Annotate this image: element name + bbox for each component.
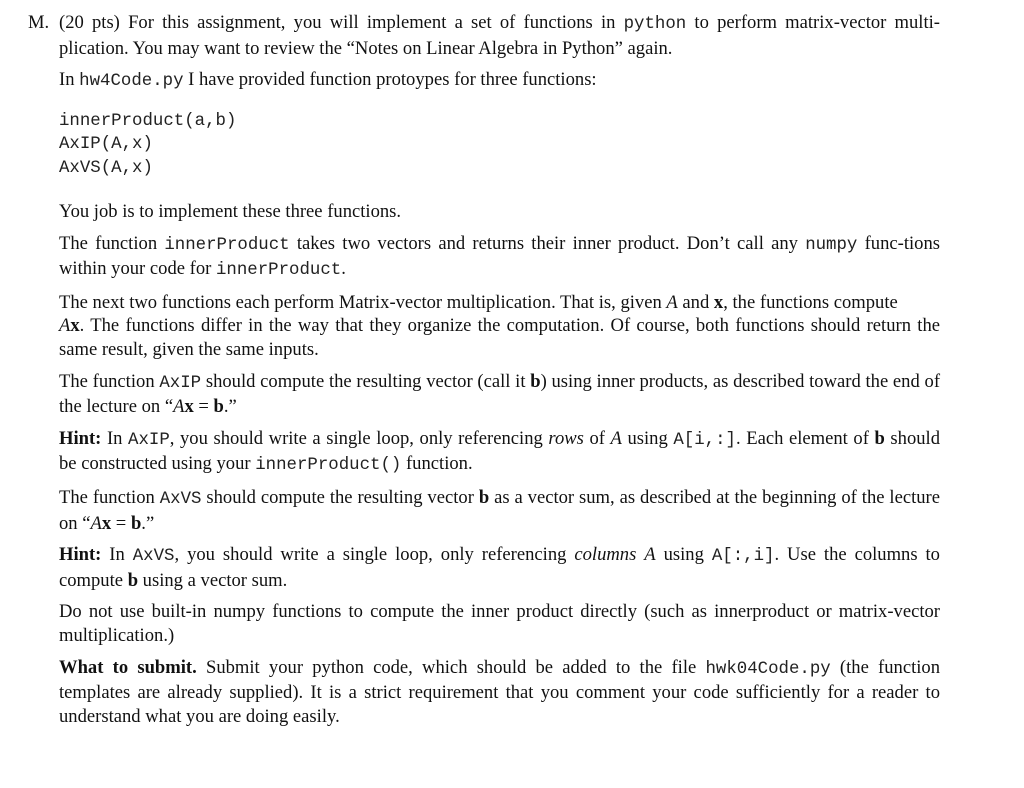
hw4code-filename: hw4Code.py (79, 72, 184, 92)
code-line: AxIP(A,x) (59, 135, 153, 155)
intro-paragraph: (20 pts) For this assignment, you will implement a set of functions in python to perform matrix-vector multi-plication. You may want to review the “Notes on Linear Algebra in Python” again. (59, 12, 940, 59)
axip-paragraph: The function AxIP should compute the resulting vector (call it b) using inner products, as described toward the end of the lecture on “Ax = b.” (59, 370, 941, 418)
inner-product-paragraph: The function innerProduct takes two vectors and returns their inner product. Don’t call any numpy func-tions within your code for innerProduct. (59, 232, 941, 281)
submit-label: What to submit. (59, 656, 197, 678)
code-line: innerProduct(a,b) (59, 111, 237, 131)
hint-label: Hint: (59, 427, 102, 449)
no-builtin-paragraph: Do not use built-in numpy functions to compute the inner product directly (such as innerproduct or matrix-vector multiplication.) (59, 601, 940, 646)
problem-label: M. (28, 12, 50, 33)
hint-label: Hint: (59, 544, 102, 566)
hint-axip-paragraph: Hint: In AxIP, you should write a single loop, only referencing rows of A using A[i,:]. Each element of b should be constructed using your innerProduct() function. (59, 427, 940, 476)
hwk04code-filename: hwk04Code.py (705, 659, 831, 679)
assignment-page (28, 11, 940, 728)
problem-intro (28, 11, 940, 68)
submit-paragraph: What to submit. Submit your python code, which should be added to the file hwk04Code.py (the function templates are already supplied). It is a strict requirement that you comment your code sufficiently for a reader to understand what you are doing easily. (59, 656, 941, 727)
python-code: python (623, 15, 687, 34)
code-line: AxVS(A,x) (59, 158, 153, 178)
axvs-paragraph: The function AxVS should compute the resulting vector b as a vector sum, as described at the beginning of the lecture on “Ax = b.” (59, 486, 941, 534)
job-paragraph: You job is to implement these three functions. (59, 201, 402, 222)
matvec-paragraph: The next two functions each perform Matrix-vector multiplication. That is, given A and x, the functions compute Ax. The functions differ in the way that they organize the computation. Of course, both functions should return the same result, given the same inputs. (59, 291, 940, 360)
prototypes-paragraph: In hw4Code.py I have provided function protoypes for three functions: (59, 69, 597, 92)
hint-axvs-paragraph: Hint: In AxVS, you should write a single loop, only referencing columns A using A[:,i]. Use the columns to compute b using a vector sum. (59, 544, 940, 591)
function-prototypes (59, 110, 940, 180)
